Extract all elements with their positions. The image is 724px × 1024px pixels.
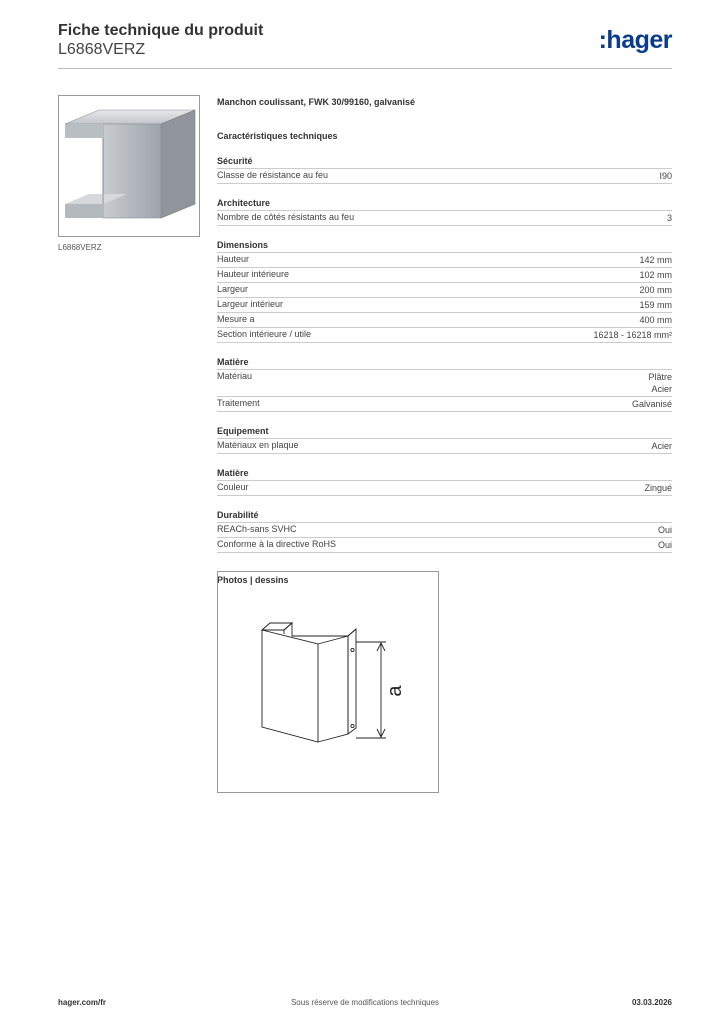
spec-group	[217, 356, 672, 412]
footer-disclaimer: Sous réserve de modifications techniques	[290, 998, 440, 1007]
spec-label: Matériaux en plaque	[217, 440, 299, 450]
spec-value	[658, 524, 672, 536]
sleeve-drawing-icon	[218, 572, 438, 792]
spec-group	[217, 467, 672, 496]
spec-group	[217, 197, 672, 226]
spec-label: Couleur	[217, 482, 249, 492]
spec-value	[639, 284, 672, 296]
spec-row	[217, 268, 672, 283]
spec-value-line: 3	[666, 213, 672, 223]
spec-label: Mesure a	[217, 314, 255, 324]
spec-label: Hauteur intérieure	[217, 269, 290, 279]
spec-row	[217, 538, 672, 553]
product-code: L6868VERZ	[58, 41, 146, 58]
spec-value-line: 159 mm	[639, 300, 672, 310]
spec-value-line: 400 mm	[639, 315, 672, 325]
specs-heading: Caractéristiques techniques	[217, 131, 338, 141]
spec-value-line: Zingué	[644, 483, 672, 493]
spec-label: Hauteur	[217, 254, 250, 264]
spec-value-line: Oui	[657, 540, 672, 550]
spec-row	[217, 211, 672, 226]
spec-label: Nombre de côtés résistants au feu	[217, 212, 355, 222]
spec-row	[217, 523, 672, 538]
spec-value-line: 200 mm	[639, 285, 672, 295]
spec-group-title: Sécurité	[217, 155, 672, 169]
spec-group	[217, 239, 672, 343]
spec-group-title: Matière	[217, 467, 672, 481]
spec-value	[639, 254, 672, 266]
spec-groups	[217, 155, 672, 553]
spec-group-title: Architecture	[217, 197, 672, 211]
spec-group	[217, 155, 672, 184]
spec-value	[658, 539, 672, 551]
spec-row	[217, 370, 672, 397]
spec-value	[593, 329, 672, 341]
spec-row	[217, 298, 672, 313]
hager-logo: :hager	[598, 26, 672, 54]
page-title: Fiche technique du produit	[58, 22, 264, 39]
product-description: Manchon coulissant, FWK 30/99160, galvanisé	[217, 97, 416, 107]
spec-value-line: Galvanisé	[631, 399, 672, 409]
spec-value	[651, 440, 672, 452]
dimension-label-a: a	[384, 685, 406, 697]
spec-label: Classe de résistance au feu	[217, 170, 329, 180]
technical-drawing	[217, 571, 439, 793]
spec-value	[659, 170, 672, 182]
spec-row	[217, 397, 672, 412]
spec-value-line: Acier	[651, 441, 672, 451]
spec-label: Section intérieure / utile	[217, 329, 312, 339]
spec-group	[217, 425, 672, 454]
spec-label: Largeur intérieur	[217, 299, 284, 309]
spec-value	[639, 314, 672, 326]
spec-value	[648, 371, 672, 395]
spec-row	[217, 169, 672, 184]
footer-date: 03.03.2026	[631, 998, 672, 1007]
spec-value	[639, 299, 672, 311]
thumbnail-caption: L6868VERZ	[58, 243, 102, 252]
page-header	[58, 22, 263, 60]
spec-label: REACh-sans SVHC	[217, 524, 297, 534]
spec-row	[217, 313, 672, 328]
photos-heading: Photos | dessins	[217, 575, 289, 585]
spec-group	[217, 509, 672, 553]
spec-label: Matériau	[217, 371, 253, 381]
spec-group-title: Matière	[217, 356, 672, 370]
spec-value-line: 16218 - 16218 mm²	[593, 330, 672, 340]
spec-row	[217, 328, 672, 343]
product-thumbnail	[58, 95, 200, 237]
spec-row	[217, 283, 672, 298]
specs-section	[217, 95, 672, 585]
spec-value-line: I90	[659, 171, 672, 181]
spec-value-line: Acier	[651, 384, 672, 394]
header-divider	[58, 68, 672, 69]
spec-row	[217, 253, 672, 268]
spec-value	[639, 269, 672, 281]
spec-label: Largeur	[217, 284, 249, 294]
spec-label: Traitement	[217, 398, 260, 408]
product-photo-icon	[59, 96, 199, 236]
spec-row	[217, 481, 672, 496]
footer-website: hager.com/fr	[58, 998, 107, 1007]
spec-value-line: Plâtre	[648, 372, 672, 382]
spec-group-title: Equipement	[217, 425, 672, 439]
spec-value	[644, 482, 672, 494]
spec-group-title: Durabilité	[217, 509, 672, 523]
spec-value	[632, 398, 672, 410]
spec-value	[667, 212, 672, 224]
spec-row	[217, 439, 672, 454]
spec-label: Conforme à la directive RoHS	[217, 539, 337, 549]
spec-value-line: 102 mm	[639, 270, 672, 280]
spec-value-line: 142 mm	[639, 255, 672, 265]
spec-value-line: Oui	[657, 525, 672, 535]
spec-group-title: Dimensions	[217, 239, 672, 253]
